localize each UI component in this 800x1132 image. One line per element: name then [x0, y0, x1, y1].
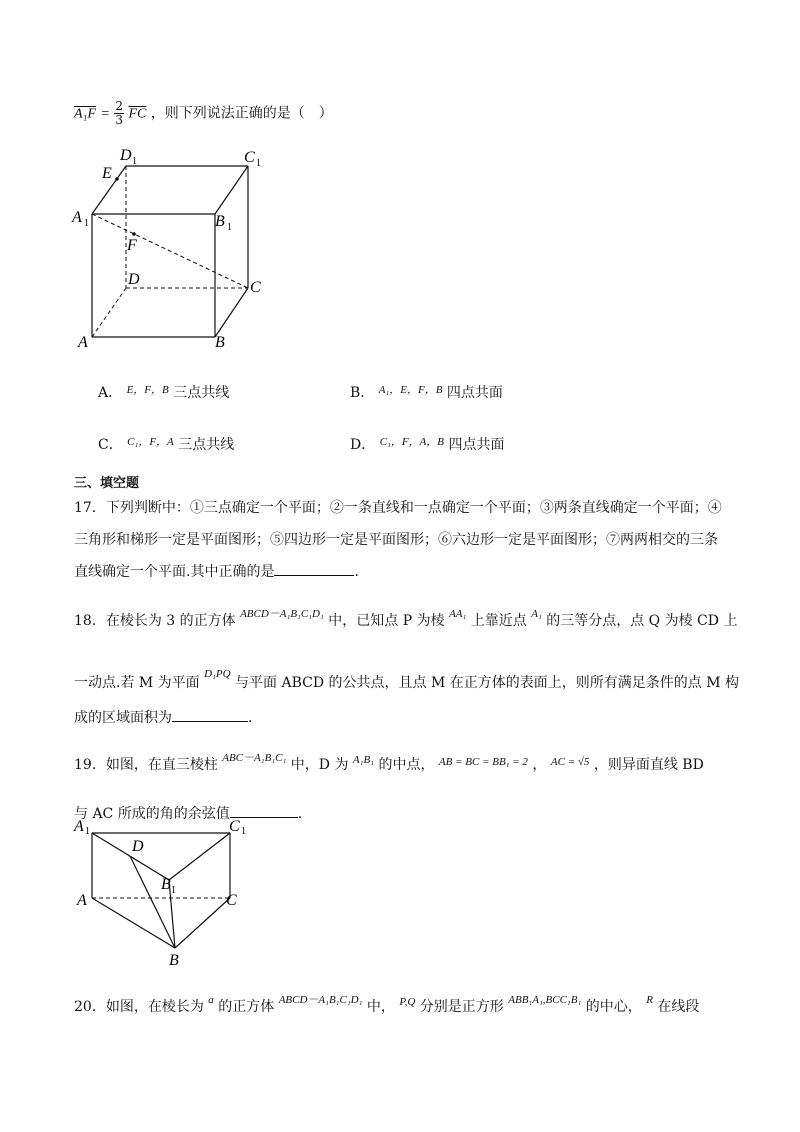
label-c: C [226, 892, 237, 909]
q19-eq1: AB = BC = BB₁ = 2 [438, 756, 528, 768]
q20-squares: ABB₁A₁,BCC₁B₁ [508, 994, 582, 1006]
q19-line1 [74, 748, 704, 775]
q20-cube: ABCD－A₁B₁C₁D₁ [278, 994, 363, 1006]
intro-line [74, 100, 333, 127]
label-b: B [215, 334, 225, 351]
fraction-denominator: 3 [115, 113, 123, 127]
q19-part4: ，则异面直线 BD [593, 757, 704, 773]
q18-part1: 18．在棱长为 3 的正方体 [74, 613, 236, 629]
option-d-letter: D． [350, 437, 376, 453]
label-b1-sub: 1 [227, 222, 232, 233]
q18-line2a: 一动点.若 M 为平面 [74, 675, 200, 691]
q18-period: . [248, 710, 253, 726]
option-a[interactable] [98, 380, 229, 403]
option-c-points: C₁，F，A [127, 436, 174, 448]
label-a1-sub: 1 [84, 218, 89, 229]
option-d-text: 四点共面 [448, 437, 505, 453]
label-b1: B [161, 876, 171, 893]
equals-sign: = [100, 106, 110, 122]
label-a1-sub: 1 [85, 826, 90, 837]
section-heading: 三、填空题 [74, 476, 140, 491]
label-c1-sub: 1 [256, 158, 261, 169]
q18-line1 [74, 604, 737, 631]
q20-part3: 中， [366, 999, 395, 1015]
edge-b1c1 [215, 166, 248, 214]
q18-line2 [74, 664, 739, 693]
q18-part2: 中，已知点 P 为棱 [328, 613, 445, 629]
point-f [132, 232, 136, 236]
option-a-text: 三点共线 [173, 385, 230, 401]
option-d[interactable] [350, 432, 504, 455]
option-c[interactable] [98, 432, 234, 455]
option-c-letter: C． [98, 437, 123, 453]
question-text: ，则下列说法正确的是（ ） [150, 105, 333, 122]
q19-part2: 中，D 为 [290, 757, 349, 773]
label-a: A [78, 334, 88, 351]
vector-fc: $\overline{FC}$ [128, 106, 147, 122]
q20-part2: 的正方体 [218, 999, 275, 1015]
vector-a1f: A₁F [74, 106, 96, 122]
q19-comma: ， [532, 757, 547, 773]
prism-figure [72, 815, 262, 970]
edge-bc [215, 288, 248, 337]
q17-line3-text: 直线确定一个平面.其中正确的是 [74, 564, 275, 580]
label-b: B [169, 952, 179, 969]
label-a1: A [72, 209, 82, 226]
q20-line1 [74, 990, 699, 1017]
cube-figure [60, 140, 280, 355]
q20-r: R [646, 994, 653, 1006]
q18-plane: D₁PQ [204, 668, 231, 680]
fraction [114, 100, 124, 127]
label-d: D [132, 838, 144, 855]
q20-part1: 20．如图，在棱长为 [74, 999, 204, 1015]
q17-line3 [74, 561, 359, 582]
option-a-letter: A． [98, 385, 123, 401]
q19-part1: 19．如图，在直三棱柱 [74, 757, 218, 773]
q20-a: a [208, 994, 214, 1006]
q19-period: . [297, 806, 303, 822]
label-b1-sub: 1 [171, 885, 176, 896]
q17-line1: 17．下列判断中：①三点确定一个平面；②一条直线和一点确定一个平面；③两条直线确定一个平面；④ [74, 500, 722, 516]
q19-line2-text: 与 AC 所成的角的余弦值 [74, 806, 230, 822]
q18-part3: 上靠近点 [470, 613, 527, 629]
q18-point: A₁ [531, 608, 542, 620]
q19-prism: ABC－A₁B₁C₁ [222, 752, 287, 764]
label-d1: D [120, 147, 132, 164]
label-b1: B [215, 213, 225, 230]
q20-part4: 分别是正方形 [419, 999, 504, 1015]
fraction-numerator: 2 [115, 99, 123, 113]
label-d: D [128, 271, 140, 288]
option-c-text: 三点共线 [178, 437, 235, 453]
option-b[interactable] [350, 380, 503, 403]
q18-answer-blank[interactable] [172, 707, 248, 722]
option-a-points: E，F，B [126, 384, 169, 396]
label-c1: C [229, 818, 240, 835]
q20-pq: P,Q [399, 996, 416, 1008]
edge-b1c1 [169, 833, 230, 880]
q17-line2: 三角形和梯形一定是平面图形；⑤四边形一定是平面图形；⑥六边形一定是平面图形；⑦两两相交的三条 [74, 532, 718, 548]
label-c: C [250, 279, 261, 296]
edge-bc [175, 898, 230, 948]
q18-line3 [74, 707, 252, 728]
q19-seg: A₁B₁ [352, 754, 374, 766]
label-e: E [102, 165, 112, 182]
option-d-points: C₁，F，A，B [379, 436, 445, 448]
q18-line3-text: 成的区域面积为 [74, 710, 172, 726]
label-d1-sub: 1 [132, 156, 137, 167]
label-c1: C [244, 149, 255, 166]
q20-part5: 的中心， [585, 999, 642, 1015]
q20-part6: 在线段 [657, 999, 700, 1015]
q17-period: . [354, 564, 359, 580]
label-a1: A [74, 818, 84, 835]
label-c1-sub: 1 [241, 826, 246, 837]
q18-part4: 的三等分点，点 Q 为棱 CD 上 [546, 613, 738, 629]
point-e [115, 177, 119, 181]
label-a: A [77, 892, 87, 909]
q18-edge: AA₁ [449, 608, 467, 620]
edge-ad-hidden [92, 288, 126, 337]
option-b-text: 四点共面 [446, 385, 503, 401]
option-b-letter: B． [350, 385, 375, 401]
q18-cube: ABCD－A₁B₁C₁D₁ [240, 608, 324, 620]
option-b-points: A₁，E，F，B [378, 384, 443, 396]
q17-answer-blank[interactable] [274, 561, 354, 576]
q19-eq2: AC = √5 [550, 756, 590, 768]
label-f: F [127, 237, 137, 254]
q18-line2b: 与平面 ABCD 的公共点，且点 M 在正方体的表面上，则所有满足条件的点 M 构 [235, 675, 739, 691]
q19-part3: 的中点， [378, 757, 435, 773]
